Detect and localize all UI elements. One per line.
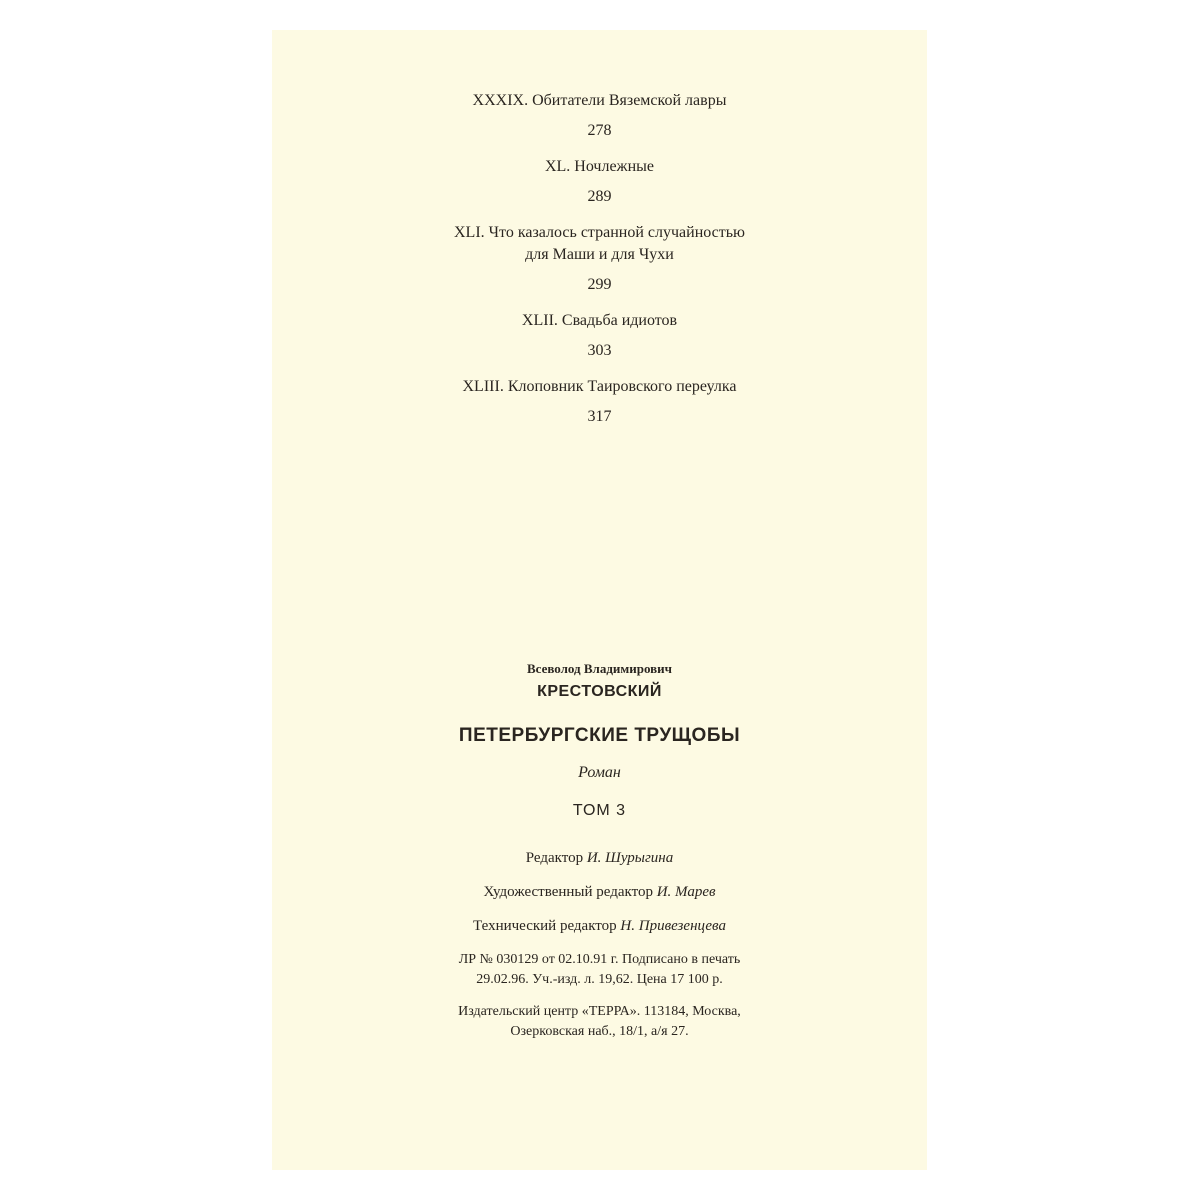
toc-entry-page: 289 <box>587 188 612 205</box>
volume-number: ТОМ 3 <box>572 802 627 819</box>
toc-entry-title: XLII. Свадьба идиотов <box>521 312 678 329</box>
author-surname: КРЕСТОВСКИЙ <box>537 683 662 700</box>
credits <box>272 848 927 936</box>
toc-entry-title: XLI. Что казалось странной случайностью для Маши и для Чухи <box>454 224 745 263</box>
toc-entry <box>272 156 927 208</box>
credit-role: Редактор <box>525 850 584 866</box>
credit-tech-editor <box>272 916 927 936</box>
toc-entry-page: 278 <box>587 122 612 139</box>
publisher-address <box>272 1002 927 1042</box>
toc-entry-page: 317 <box>587 408 612 425</box>
toc-entry-page: 303 <box>587 342 612 359</box>
toc-entry-title: XL. Ночлежные <box>544 158 655 175</box>
toc-entry-title: XLIII. Клоповник Таировского переулка <box>462 378 737 395</box>
imprint-line: ЛР № 030129 от 02.10.91 г. Подписано в печать <box>458 952 741 967</box>
credit-person: Н. Привезенцева <box>620 918 726 934</box>
credit-editor <box>272 848 927 868</box>
toc-entry <box>272 90 927 142</box>
imprint-line: 29.02.96. Уч.-изд. л. 19,62. Цена 17 100 р. <box>476 972 723 987</box>
credit-role: Технический редактор <box>473 918 617 934</box>
toc-entry-page: 299 <box>587 276 612 293</box>
book-title: ПЕТЕРБУРГСКИЕ ТРУЩОБЫ <box>458 725 741 746</box>
credit-person: И. Марев <box>656 884 716 900</box>
imprint <box>272 950 927 990</box>
colophon <box>272 660 927 1042</box>
genre: Роман <box>578 764 621 781</box>
publisher-line: Издательский центр «ТЕРРА». 113184, Москва, <box>458 1004 741 1019</box>
toc-entry <box>272 222 927 296</box>
credit-art-editor <box>272 882 927 902</box>
credit-role: Художественный редактор <box>483 884 653 900</box>
book-page <box>272 30 927 1170</box>
author-name: Всеволод Владимирович <box>527 661 672 676</box>
toc-entry <box>272 310 927 362</box>
table-of-contents <box>272 90 927 442</box>
credit-person: И. Шурыгина <box>586 850 674 866</box>
toc-entry <box>272 376 927 428</box>
toc-entry-title: XXXIX. Обитатели Вяземской лавры <box>472 92 727 109</box>
publisher-line: Озерковская наб., 18/1, а/я 27. <box>510 1024 689 1039</box>
